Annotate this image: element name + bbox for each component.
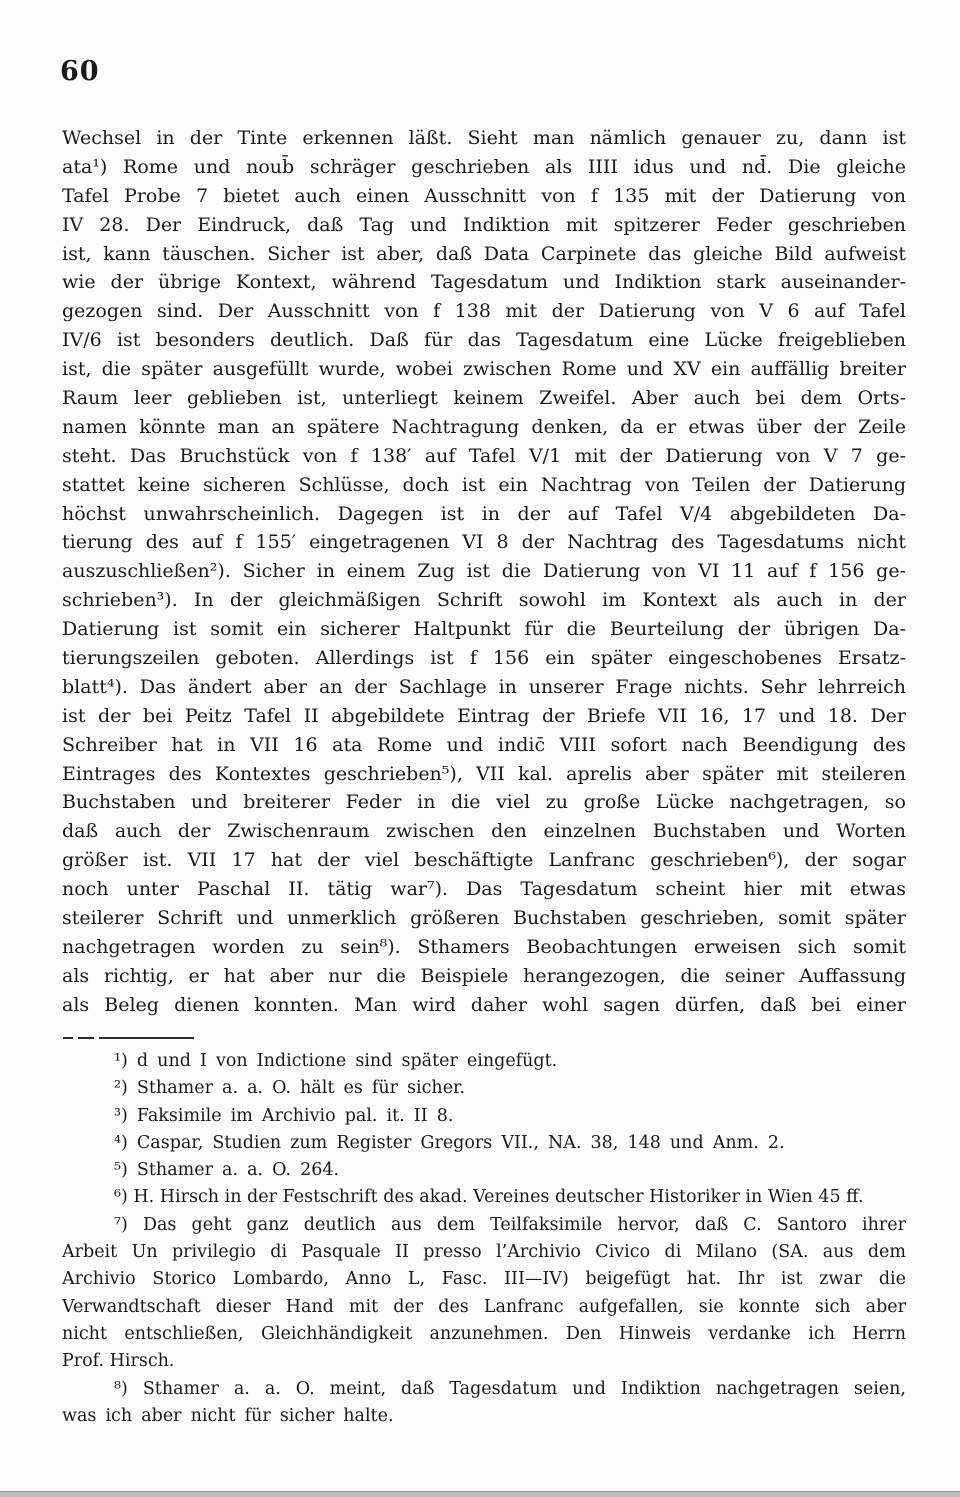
body-line: stattet keine sicheren Schlüsse, doch ist ein Nachtrag von Teilen der Datierung: [62, 473, 906, 496]
footnote-line: ⁴) Caspar, Studien zum Register Gregors VII., NA. 38, 148 und Anm. 2.: [114, 1132, 785, 1153]
body-line: auszuschließen²). Sicher in einem Zug ist die Datierung von VI 11 auf f 156 ge-: [62, 560, 906, 583]
footnote-line: ⁶) H. Hirsch in der Festschrift des akad. Vereines deutscher Historiker in Wien 45 ff.: [114, 1187, 864, 1208]
footnote-line: Archivio Storico Lombardo, Anno L, Fasc. III—IV) beigefügt hat. Ihr ist zwar die: [62, 1269, 906, 1290]
body-line: schrieben³). In der gleichmäßigen Schrift sowohl im Kontext als auch in der: [62, 589, 906, 612]
body-line: höchst unwahrscheinlich. Dagegen ist in der auf Tafel V/4 abgebildeten Da-: [62, 502, 906, 525]
body-line: ist der bei Peitz Tafel II abgebildete Eintrag der Briefe VII 16, 17 und 18. Der: [62, 704, 906, 727]
body-line: gezogen sind. Der Ausschnitt von f 138 mit der Datierung von V 6 auf Tafel: [62, 300, 906, 323]
body-line: Tafel Probe 7 bietet auch einen Ausschnitt von f 135 mit der Datierung von: [62, 184, 906, 207]
scan-bottom-edge: [0, 1491, 960, 1497]
body-line: ist, die später ausgefüllt wurde, wobei zwischen Rome und XV ein auffällig breiter: [62, 358, 906, 381]
body-line: steht. Das Bruchstück von f 138′ auf Tafel V/1 mit der Datierung von V 7 ge-: [62, 444, 906, 467]
footnote-line: ⁸) Sthamer a. a. O. meint, daß Tagesdatum und Indiktion nachgetragen seien,: [114, 1378, 906, 1399]
body-line: Buchstaben und breiterer Feder in die viel zu große Lücke nachgetragen, so: [62, 791, 906, 814]
separator-line: [99, 1037, 194, 1040]
body-text: [62, 124, 906, 1020]
footnotes-section: [62, 1048, 906, 1430]
footnote-line: ⁷) Das geht ganz deutlich aus dem Teilfaksimile hervor, daß C. Santoro ihrer: [114, 1214, 906, 1235]
body-line: als richtig, er hat aber nur die Beispiele herangezogen, die seiner Auffassung: [62, 964, 906, 987]
body-line: noch unter Paschal II. tätig war⁷). Das Tagesdatum scheint hier mit etwas: [62, 878, 906, 901]
body-line: IV 28. Der Eindruck, daß Tag und Indiktion mit spitzerer Feder geschrieben: [62, 213, 906, 236]
body-line: Datierung ist somit ein sicherer Haltpunkt für die Beurteilung der übrigen Da-: [62, 618, 906, 641]
body-line: als Beleg dienen konnten. Man wird daher wohl sagen dürfen, daß bei einer: [62, 993, 906, 1016]
body-line: ist, kann täuschen. Sicher ist aber, daß Data Carpinete das gleiche Bild aufweist: [62, 242, 906, 265]
footnote-separator: [63, 1036, 213, 1040]
footnote-line: ⁵) Sthamer a. a. O. 264.: [114, 1160, 340, 1181]
body-line: daß auch der Zwischenraum zwischen den einzelnen Buchstaben und Worten: [62, 820, 906, 843]
footnote-line: Verwandtschaft dieser Hand mit der des Lanfranc aufgefallen, sie konnte sich aber: [62, 1296, 906, 1317]
body-line: Raum leer geblieben ist, unterliegt keinem Zweifel. Aber auch bei dem Orts-: [62, 387, 906, 410]
footnote-line: Arbeit Un privilegio di Pasquale II presso l’Archivio Civico di Milano (SA. aus dem: [62, 1242, 906, 1263]
footnote-line: was ich aber nicht für sicher halte.: [62, 1405, 394, 1426]
body-line: Schreiber hat in VII 16 ata Rome und indic̄ VIII sofort nach Beendigung des: [62, 733, 906, 756]
body-line: ata¹) Rome und noub̄ schräger geschrieben als IIII idus und nd̄. Die gleiche: [62, 155, 906, 178]
body-line: IV/6 ist besonders deutlich. Daß für das Tagesdatum eine Lücke freigeblieben: [62, 329, 906, 352]
body-line: größer ist. VII 17 hat der viel beschäftigte Lanfranc geschrieben⁶), der sogar: [62, 849, 906, 872]
body-line: blatt⁴). Das ändert aber an der Sachlage in unserer Frage nichts. Sehr lehrreich: [62, 675, 906, 698]
separator-dash: [63, 1037, 73, 1039]
body-line: steilerer Schrift und unmerklich größeren Buchstaben geschrieben, somit später: [62, 907, 906, 930]
footnote-line: ³) Faksimile im Archivio pal. it. II 8.: [114, 1105, 454, 1126]
body-line: Wechsel in der Tinte erkennen läßt. Sieht man nämlich genauer zu, dann ist: [62, 127, 906, 149]
body-line: tierungszeilen geboten. Allerdings ist f 156 ein später eingeschobenes Ersatz-: [62, 647, 906, 670]
footnote-line: Prof. Hirsch.: [62, 1351, 175, 1372]
footnote-line: nicht entschließen, Gleichhändigkeit anzunehmen. Den Hinweis verdanke ich Herrn: [62, 1323, 906, 1344]
separator-dash: [78, 1037, 94, 1039]
body-line: namen könnte man an spätere Nachtragung denken, da er etwas über der Zeile: [62, 415, 906, 438]
page-number: 60: [60, 56, 100, 87]
body-line: nachgetragen worden zu sein⁸). Sthamers Beobachtungen erweisen sich somit: [62, 935, 906, 958]
body-line: Eintrages des Kontextes geschrieben⁵), VII kal. aprelis aber später mit steileren: [62, 762, 906, 785]
footnote-line: ²) Sthamer a. a. O. hält es für sicher.: [114, 1078, 466, 1099]
body-line: tierung des auf f 155′ eingetragenen VI 8 der Nachtrag des Tagesdatums nicht: [62, 531, 906, 554]
footnote-line: ¹) d und I von Indictione sind später eingefügt.: [114, 1051, 558, 1071]
body-line: wie der übrige Kontext, während Tagesdatum und Indiktion stark auseinander-: [62, 271, 906, 294]
